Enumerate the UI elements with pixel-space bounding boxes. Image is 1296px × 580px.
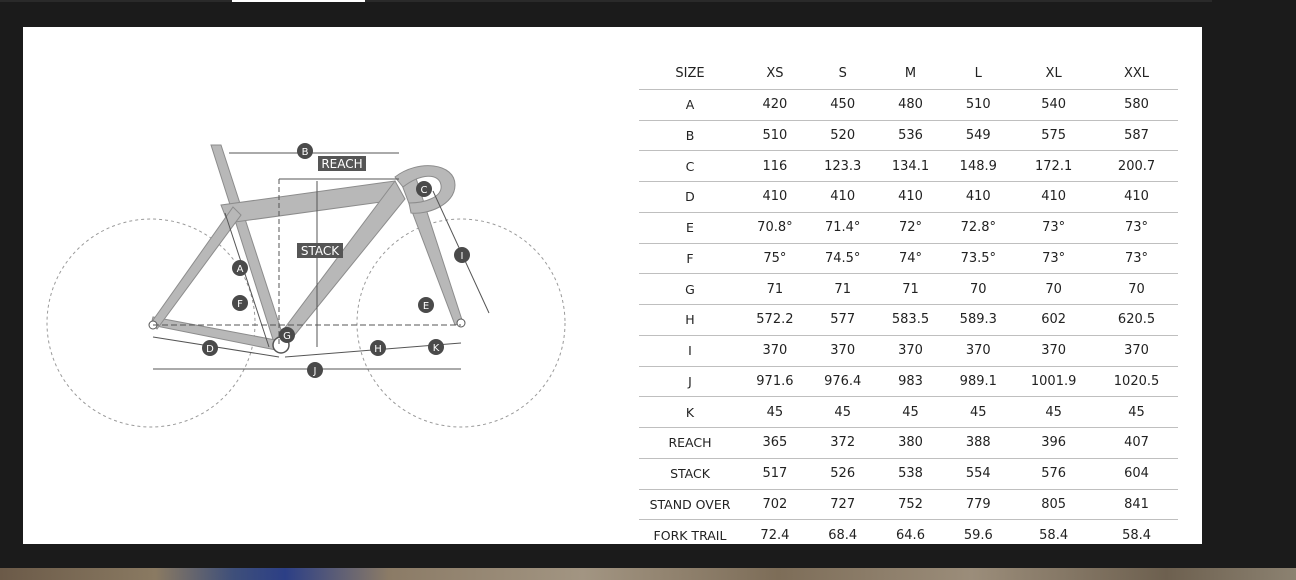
bike-geometry-diagram (23, 27, 623, 544)
marker-c (416, 181, 432, 197)
value-cell: 1001.9 (1012, 366, 1095, 397)
row-label-cell: REACH (639, 428, 741, 459)
table-row (639, 458, 1178, 489)
value-cell: 70 (944, 274, 1012, 305)
geometry-card (23, 27, 1202, 544)
value-cell: 74° (877, 243, 945, 274)
value-cell: 420 (741, 89, 809, 120)
value-cell: 370 (1095, 335, 1178, 366)
marker-f-label: F (237, 299, 243, 310)
value-cell: 116 (741, 151, 809, 182)
value-cell: 58.4 (1122, 527, 1152, 543)
value-cell: 410 (1012, 182, 1095, 213)
row-label-cell: B (639, 120, 741, 151)
value-cell: 74.5° (809, 243, 877, 274)
marker-f (232, 295, 248, 311)
value-cell: 380 (877, 428, 945, 459)
active-tab-indicator (232, 0, 365, 2)
background-photo-strip (0, 568, 1296, 580)
value-cell: 580 (1095, 89, 1178, 120)
value-cell: 200.7 (1095, 151, 1178, 182)
value-cell: 70 (1095, 274, 1178, 305)
value-cell: 45 (877, 397, 945, 428)
value-cell: 71 (877, 274, 945, 305)
row-label-cell: I (639, 335, 741, 366)
table-row (639, 151, 1178, 182)
row-label-cell: C (639, 151, 741, 182)
value-cell: 575 (1012, 120, 1095, 151)
marker-d (202, 340, 218, 356)
value-cell: 538 (877, 458, 945, 489)
header-cell-xxl: XXL (1095, 59, 1178, 89)
value-cell: 58.4 (1039, 527, 1069, 543)
row-label-cell: A (639, 89, 741, 120)
row-label-cell: H (639, 305, 741, 336)
value-cell: 73° (1012, 212, 1095, 243)
row-label-cell: FORK TRAIL (653, 527, 727, 543)
value-cell: 45 (944, 397, 1012, 428)
value-cell: 72.8° (944, 212, 1012, 243)
value-cell: 410 (809, 182, 877, 213)
value-cell: 517 (741, 458, 809, 489)
marker-g-label: G (283, 331, 291, 342)
value-cell: 370 (809, 335, 877, 366)
value-cell: 73° (1095, 243, 1178, 274)
value-cell: 540 (1012, 89, 1095, 120)
value-cell: 971.6 (741, 366, 809, 397)
table-row (639, 182, 1178, 213)
value-cell: 410 (944, 182, 1012, 213)
value-cell: 727 (809, 489, 877, 520)
marker-a (232, 260, 248, 276)
value-cell: 388 (944, 428, 1012, 459)
marker-g (279, 327, 295, 343)
value-cell: 983 (877, 366, 945, 397)
value-cell: 68.4 (828, 527, 858, 543)
header-cell-xs: XS (741, 59, 809, 89)
value-cell: 372 (809, 428, 877, 459)
value-cell: 396 (1012, 428, 1095, 459)
value-cell: 589.3 (944, 305, 1012, 336)
value-cell: 976.4 (809, 366, 877, 397)
table-row (639, 520, 1178, 550)
value-cell: 370 (944, 335, 1012, 366)
table-row (639, 212, 1178, 243)
geometry-table (639, 59, 1178, 550)
value-cell: 71 (809, 274, 877, 305)
value-cell: 620.5 (1095, 305, 1178, 336)
value-cell: 536 (877, 120, 945, 151)
value-cell: 73° (1095, 212, 1178, 243)
value-cell: 45 (1012, 397, 1095, 428)
value-cell: 572.2 (741, 305, 809, 336)
header-cell-m: M (877, 59, 945, 89)
row-label-cell: E (639, 212, 741, 243)
marker-i (454, 247, 470, 263)
row-label-cell: STACK (639, 458, 741, 489)
table-row (639, 366, 1178, 397)
value-cell: 702 (741, 489, 809, 520)
value-cell: 520 (809, 120, 877, 151)
value-cell: 450 (809, 89, 877, 120)
value-cell: 64.6 (896, 527, 925, 543)
marker-d-label: D (206, 344, 214, 355)
table-row (639, 120, 1178, 151)
reach-label: REACH (321, 157, 363, 171)
value-cell: 410 (741, 182, 809, 213)
value-cell: 510 (944, 89, 1012, 120)
row-label-cell: STAND OVER (639, 489, 741, 520)
marker-k (428, 339, 444, 355)
value-cell: 410 (1095, 182, 1178, 213)
value-cell: 480 (877, 89, 945, 120)
row-label-cell: J (639, 366, 741, 397)
value-cell: 123.3 (809, 151, 877, 182)
value-cell: 989.1 (944, 366, 1012, 397)
marker-e-label: E (422, 301, 430, 312)
header-cell-xl: XL (1012, 59, 1095, 89)
value-cell: 583.5 (877, 305, 945, 336)
marker-h-label: H (374, 344, 382, 355)
marker-a-label: A (236, 264, 244, 275)
value-cell: 752 (877, 489, 945, 520)
table-row (639, 305, 1178, 336)
value-cell: 45 (1095, 397, 1178, 428)
table-row (639, 335, 1178, 366)
value-cell: 370 (877, 335, 945, 366)
value-cell: 72.4 (760, 527, 790, 543)
value-cell: 71.4° (809, 212, 877, 243)
value-cell: 370 (1012, 335, 1095, 366)
header-cell-size: SIZE (639, 59, 741, 89)
value-cell: 59.6 (963, 527, 993, 543)
value-cell: 370 (741, 335, 809, 366)
value-cell: 70 (1012, 274, 1095, 305)
row-label-cell: K (639, 397, 741, 428)
top-tab-bar (0, 0, 1212, 2)
value-cell: 549 (944, 120, 1012, 151)
value-cell: 45 (809, 397, 877, 428)
value-cell: 841 (1095, 489, 1178, 520)
table-body (639, 89, 1178, 550)
row-label-cell: G (639, 274, 741, 305)
header-cell-s: S (809, 59, 877, 89)
row-label-cell: D (639, 182, 741, 213)
table-row (639, 89, 1178, 120)
value-cell: 526 (809, 458, 877, 489)
table-row (639, 274, 1178, 305)
value-cell: 70.8° (741, 212, 809, 243)
front-dropout (457, 319, 465, 327)
value-cell: 779 (944, 489, 1012, 520)
marker-h (370, 340, 386, 356)
value-cell: 805 (1012, 489, 1095, 520)
value-cell: 407 (1095, 428, 1178, 459)
marker-c-label: C (420, 185, 428, 196)
marker-b (297, 143, 313, 159)
stack-label: STACK (300, 244, 340, 258)
value-cell: 577 (809, 305, 877, 336)
value-cell: 45 (741, 397, 809, 428)
value-cell: 148.9 (944, 151, 1012, 182)
value-cell: 365 (741, 428, 809, 459)
table-row (639, 397, 1178, 428)
value-cell: 1020.5 (1095, 366, 1178, 397)
value-cell: 75° (741, 243, 809, 274)
value-cell: 602 (1012, 305, 1095, 336)
value-cell: 134.1 (877, 151, 945, 182)
value-cell: 510 (741, 120, 809, 151)
value-cell: 73.5° (944, 243, 1012, 274)
value-cell: 172.1 (1012, 151, 1095, 182)
table-header-row (639, 59, 1178, 89)
value-cell: 587 (1095, 120, 1178, 151)
marker-i-label: I (460, 251, 464, 262)
value-cell: 71 (741, 274, 809, 305)
table-row (639, 489, 1178, 520)
value-cell: 72° (877, 212, 945, 243)
table-row (639, 243, 1178, 274)
marker-j (307, 362, 323, 378)
marker-e (418, 297, 434, 313)
value-cell: 73° (1012, 243, 1095, 274)
value-cell: 554 (944, 458, 1012, 489)
header-cell-l: L (944, 59, 1012, 89)
value-cell: 604 (1095, 458, 1178, 489)
row-label-cell: F (639, 243, 741, 274)
marker-j-label: J (313, 366, 317, 377)
value-cell: 410 (877, 182, 945, 213)
table-row (639, 428, 1178, 459)
marker-b-label: B (301, 147, 309, 158)
value-cell: 576 (1012, 458, 1095, 489)
marker-k-label: K (432, 343, 440, 354)
